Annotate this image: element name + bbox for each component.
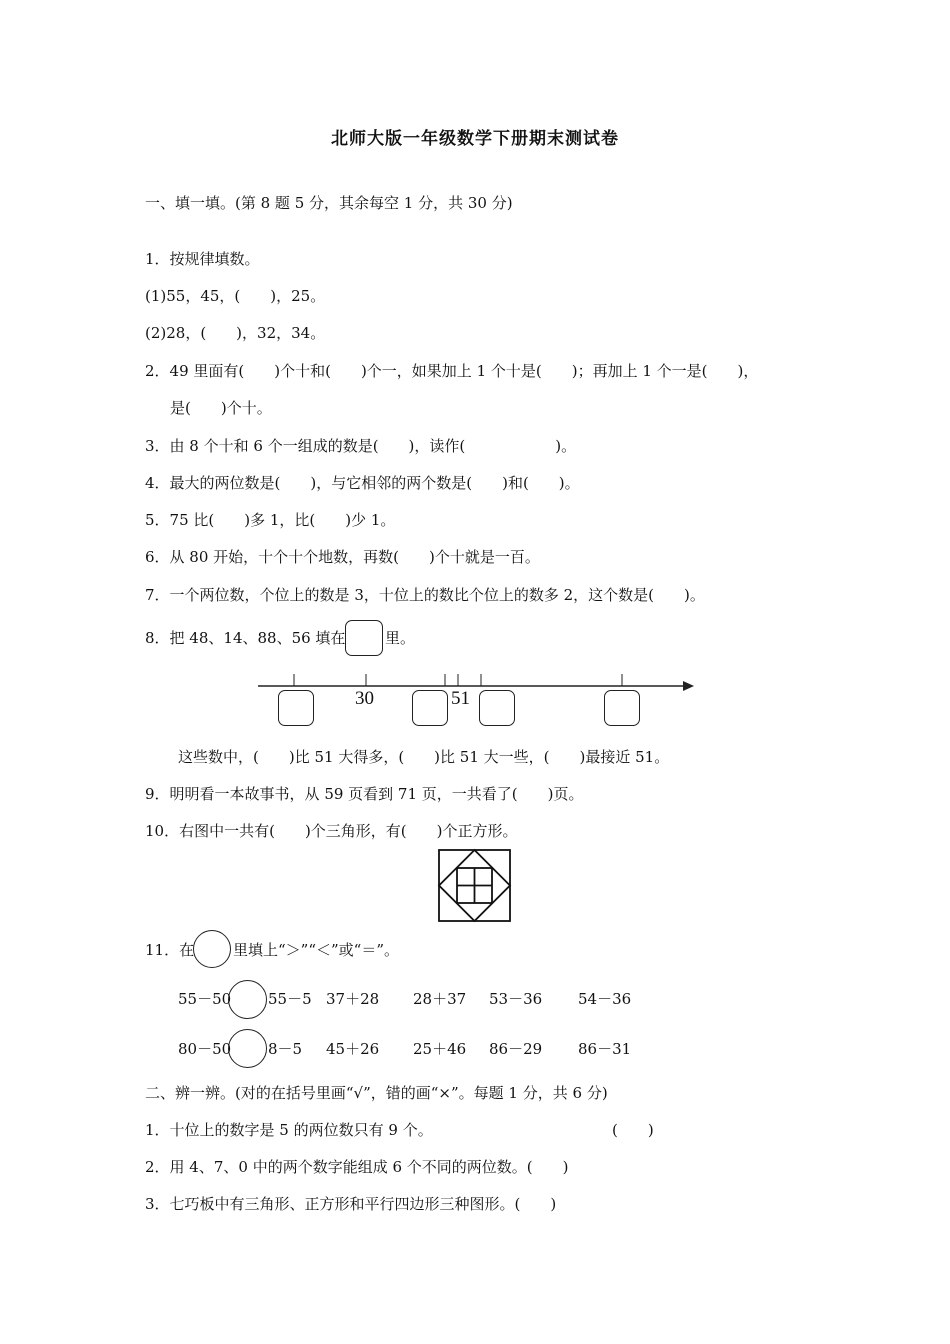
number-line-answer-box-3 (479, 690, 515, 726)
compare-expression: 86－29 (489, 1040, 543, 1058)
question-8-followup: 这些数中，( )比 51 大得多，( )比 51 大一些，( )最接近 51。 (178, 748, 670, 766)
number-line-answer-box-4 (604, 690, 640, 726)
judge-question-1: 1．十位上的数字是 5 的两位数只有 9 个。 (145, 1121, 433, 1139)
compare-expression: 55－50 (178, 990, 232, 1008)
section1-heading: 一、填一填。(第 8 题 5 分，其余每空 1 分，共 30 分) (145, 194, 513, 212)
question-8-suffix: 里。 (385, 629, 416, 647)
compare-expression: 28＋37 (413, 990, 467, 1008)
judge-question-3: 3．七巧板中有三角形、正方形和平行四边形三种图形。( ) (145, 1195, 557, 1213)
question-1-part-1: (1)55，45，( )，25。 (145, 287, 326, 305)
question-4: 4．最大的两位数是( )，与它相邻的两个数是( )和( )。 (145, 474, 580, 492)
nested-squares-figure (438, 849, 512, 923)
compare-expression: 80－50 (178, 1040, 232, 1058)
question-2-line-1: 2．49 里面有( )个十和( )个一，如果加上 1 个十是( )；再加上 1 个一是( )， (145, 362, 759, 380)
compare-expression: 53－36 (489, 990, 543, 1008)
question-6: 6．从 80 开始，十个十个地数，再数( )个十就是一百。 (145, 548, 540, 566)
number-line-answer-box-1 (278, 690, 314, 726)
compare-expression: 86－31 (578, 1040, 632, 1058)
question-10: 10．右图中一共有( )个三角形，有( )个正方形。 (145, 822, 518, 840)
compare-expression: 37＋28 (326, 990, 380, 1008)
section2-heading: 二、辨一辨。(对的在括号里画“√”，错的画“×”。每题 1 分，共 6 分) (145, 1084, 608, 1102)
compare-expression: 8－5 (268, 1040, 303, 1058)
compare-expression: 25＋46 (413, 1040, 467, 1058)
question-1-part-2: (2)28，( )，32，34。 (145, 324, 326, 342)
compare-circle (228, 980, 267, 1019)
question-9: 9．明明看一本故事书，从 59 页看到 71 页，一共看了( )页。 (145, 785, 584, 803)
number-line-answer-box-2 (412, 690, 448, 726)
question-11-suffix: 里填上“＞”“＜”或“＝”。 (233, 941, 400, 959)
question-8-prefix: 8．把 48、14、88、56 填在 (145, 629, 346, 647)
number-line-label-30: 30 (355, 688, 374, 709)
answer-circle-icon (193, 930, 231, 968)
judge-question-2: 2．用 4、7、0 中的两个数字能组成 6 个不同的两位数。( ) (145, 1158, 569, 1176)
question-11-prefix: 11．在 (145, 941, 195, 959)
page-title: 北师大版一年级数学下册期末测试卷 (331, 129, 619, 149)
compare-expression: 54－36 (578, 990, 632, 1008)
question-5: 5．75 比( )多 1，比( )少 1。 (145, 511, 396, 529)
question-3: 3．由 8 个十和 6 个一组成的数是( )，读作( )。 (145, 437, 577, 455)
compare-circle (228, 1029, 267, 1068)
question-2-line-2: 是( )个十。 (170, 399, 272, 417)
question-7: 7．一个两位数，个位上的数是 3，十位上的数比个位上的数多 2，这个数是( )。 (145, 586, 705, 604)
compare-expression: 55－5 (268, 990, 312, 1008)
compare-expression: 45＋26 (326, 1040, 380, 1058)
number-line-label-51: 51 (451, 688, 470, 709)
question-1: 1．按规律填数。 (145, 250, 260, 268)
judge-question-1-paren: ( ) (612, 1121, 654, 1139)
